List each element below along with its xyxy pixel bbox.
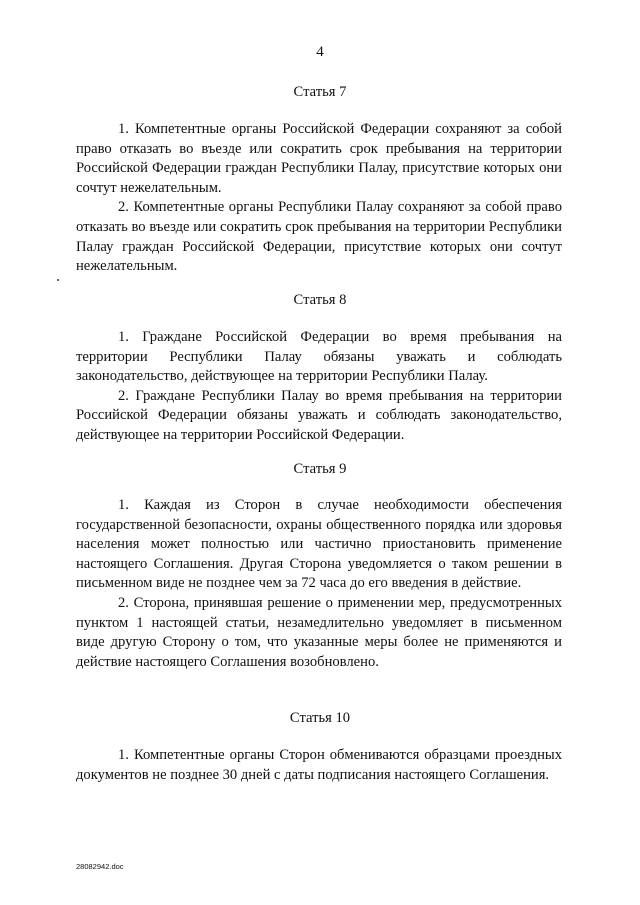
article-8-paragraph-2: 2. Граждане Республики Палау во время пребывания на территории Российской Федерации обязаны уважать и соблюдать законодательство, действующее на территории Российской Федерации. xyxy=(76,387,562,443)
article-10-body xyxy=(76,746,562,785)
article-7-body xyxy=(76,120,562,277)
article-8-heading: Статья 8 xyxy=(293,292,347,308)
article-7-paragraph-1: 1. Компетентные органы Российской Федерации сохраняют за собой право отказать во въезде или сократить срок пребывания на территории Российской Федерации граждан Республики Палау, присутствие которых они сочтут нежелательным. xyxy=(76,121,562,196)
article-8-paragraph-1: 1. Граждане Российской Федерации во время пребывания на территории Республики Палау обязаны уважать и соблюдать законодательство, действующее на территории Республики Палау. xyxy=(76,329,562,385)
article-9-body xyxy=(76,496,562,672)
article-9-paragraph-2: 2. Сторона, принявшая решение о применении мер, предусмотренных пунктом 1 настоящей статьи, незамедлительно уведомляет в письменном виде другую Сторону о том, что указанные меры более не применяются и действие настоящего Соглашения возобновлено. xyxy=(76,594,562,670)
article-7-heading: Статья 7 xyxy=(293,84,347,100)
margin-dot xyxy=(57,279,59,281)
article-10-paragraph-1: 1. Компетентные органы Сторон обмениваются образцами проездных документов не позднее 30 дней с даты подписания настоящего Соглашения. xyxy=(76,747,562,783)
article-9-heading: Статья 9 xyxy=(293,461,347,477)
article-8-body xyxy=(76,328,562,446)
article-9-paragraph-1: 1. Каждая из Сторон в случае необходимости обеспечения государственной безопасности, охраны общественного порядка или здоровья населения может полностью или частично приостановить применение настоящего Соглашения. Другая Сторона уведомляется о таком решении в письменном виде не позднее чем за 72 часа до его введения в действие. xyxy=(76,497,562,592)
article-10-heading: Статья 10 xyxy=(289,710,351,726)
page-number: 4 xyxy=(316,44,324,60)
footer-filename: 28082942.doc xyxy=(76,862,124,871)
article-7-paragraph-2: 2. Компетентные органы Республики Палау сохраняют за собой право отказать во въезде или сократить срок пребывания на территории Республики Палау граждан Российской Федерации, присутствие которых они сочтут нежелательным. xyxy=(76,199,562,275)
